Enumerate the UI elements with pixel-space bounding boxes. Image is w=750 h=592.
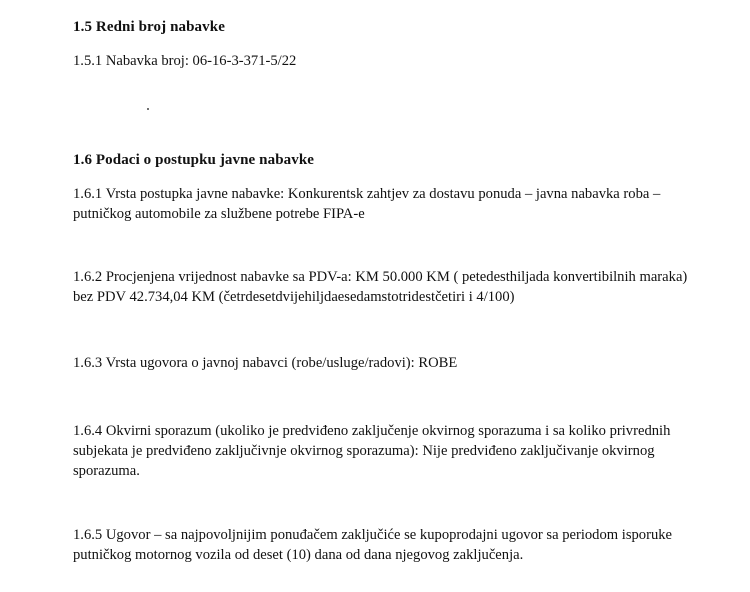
procurement-number-text: 1.5.1 Nabavka broj: 06-16-3-371-5/22 xyxy=(73,53,297,69)
paragraph-line: bez PDV 42.734,04 KM (četrdesetdvijehiljdaesedamstotridestčetiri i 4/100) xyxy=(73,289,515,305)
framework-agreement-paragraph xyxy=(73,421,685,481)
estimated-value-paragraph xyxy=(73,267,688,307)
paragraph-line: putničkog motornog vozila od deset (10) dana od dana njegovog zaključenja. xyxy=(73,547,524,563)
paragraph-line: 1.6.1 Vrsta postupka javne nabavke: Konkurentsk zahtjev za dostavu ponuda – javna nabavka roba – xyxy=(73,186,661,202)
paragraph-line: 1.6.3 Vrsta ugovora o javnoj nabavci (robe/usluge/radovi): ROBE xyxy=(73,355,458,371)
paragraph-line: sporazuma. xyxy=(73,463,140,479)
section-heading-1-5: 1.5 Redni broj nabavke xyxy=(73,19,225,35)
scan-speck xyxy=(147,108,149,110)
procedure-type-paragraph xyxy=(73,184,685,224)
paragraph-line: 1.6.2 Procjenjena vrijednost nabavke sa PDV-a: KM 50.000 KM ( petedesthiljada konvertibilnih maraka) xyxy=(73,269,688,285)
paragraph-line: subjekata je predviđeno zaključivnje okvirnog sporazuma): Nije predviđeno zaključivanje okvirnog xyxy=(73,443,655,459)
contract-type-paragraph xyxy=(73,353,685,373)
procurement-number xyxy=(73,51,685,71)
section-heading-1-6: 1.6 Podaci o postupku javne nabavke xyxy=(73,152,315,168)
paragraph-line: 1.6.4 Okvirni sporazum (ukoliko je predviđeno zaključenje okvirnog sporazuma i sa koliko privrednih xyxy=(73,423,671,439)
contract-paragraph xyxy=(73,525,685,565)
paragraph-line: putničkog automobile za službene potrebe FIPA-e xyxy=(73,206,365,222)
paragraph-line: 1.6.5 Ugovor – sa najpovoljnijim ponuđačem zaključiće se kupoprodajni ugovor sa periodom isporuke xyxy=(73,527,673,543)
